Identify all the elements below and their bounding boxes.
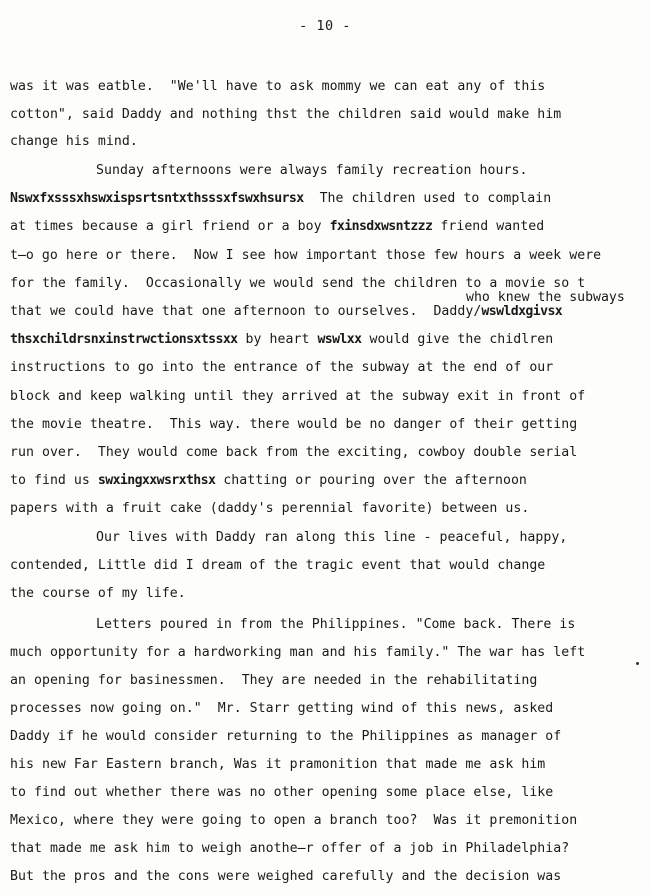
text-line: contended, Little did I dream of the tragic event that would change xyxy=(10,558,546,573)
text-line: the movie theatre. This way. there would be no danger of their getting xyxy=(10,417,578,432)
text-line: his new Far Eastern branch, Was it pramonition that made me ask him xyxy=(10,757,546,772)
page-number: - 10 - xyxy=(299,18,351,34)
text-line: the course of my life. xyxy=(10,586,186,601)
text-line: Letters poured in from the Philippines. "Come back. There is xyxy=(96,617,576,632)
struck-text: swxingxxwsrxthsx xyxy=(97,473,216,488)
text-line: cotton", said Daddy and nothing thst the children said would make him xyxy=(10,107,562,122)
text-line: t̶o go here or there. Now I see how important those few hours a week were xyxy=(10,248,602,263)
text-line: thsxchildrsnxinstrwctionsxtssxx by heart wswlxx would give the chidlren xyxy=(10,332,554,347)
handwritten-insertion: who knew the subways xyxy=(466,290,625,305)
struck-text: fxinsdxwsntzzz xyxy=(329,219,433,234)
struck-text: thsxchildrsnxinstrwctionsxtssxx xyxy=(10,332,238,347)
text-line: processes now going on." Mr. Starr getting wind of this news, asked xyxy=(10,701,554,716)
text-line: much opportunity for a hardworking man and his family." The war has left xyxy=(10,645,586,660)
struck-text: Nswxfxsssxhswxispsrtsntxthsssxfswxhsursx xyxy=(10,191,304,206)
text-line: block and keep walking until they arrived at the subway exit in front of xyxy=(10,389,586,404)
text-line: instructions to go into the entrance of the subway at the end of our xyxy=(10,360,554,375)
text-line: to find us swxingxxwsrxthsx chatting or pouring over the afternoon xyxy=(10,473,527,488)
text-line: an opening for basinessmen. They are needed in the rehabilitating xyxy=(10,673,538,688)
text-line: papers with a fruit cake (daddy's perennial favorite) between us. xyxy=(10,501,530,516)
text-line: run over. They would come back from the exciting, cowboy double serial xyxy=(10,445,578,460)
text-line: Mexico, where they were going to open a branch too? Was it premonition xyxy=(10,813,578,828)
struck-text: wswldxgivsx xyxy=(481,304,563,319)
text-line: change his mind. xyxy=(10,134,138,149)
text-line: at times because a girl friend or a boy fxinsdxwsntzzz friend wanted xyxy=(10,219,545,234)
text-line: that made me ask him to weigh anothe̶r offer of a job in Philadelphia? xyxy=(10,841,570,856)
text-line: to find out whether there was no other opening some place else, like xyxy=(10,785,554,800)
text-line: that we could have that one afternoon to ourselves. Daddy/wswldxgivsx xyxy=(10,304,563,319)
text-line: Nswxfxsssxhswxispsrtsntxthsssxfswxhsursx The children used to complain xyxy=(10,191,552,206)
text-line: Daddy if he would consider returning to the Philippines as manager of xyxy=(10,729,562,744)
text-line: Sunday afternoons were always family recreation hours. xyxy=(96,163,528,178)
text-line: But the pros and the cons were weighed carefully and the decision was xyxy=(10,869,562,884)
struck-text: wswlxx xyxy=(317,332,362,347)
stray-mark xyxy=(636,662,639,665)
text-line: was it was eatble. "We'll have to ask mommy we can eat any of this xyxy=(10,79,546,94)
text-line: for the family. Occasionally we would send the children to a movie so t xyxy=(10,276,586,291)
text-line: Our lives with Daddy ran along this line - peaceful, happy, xyxy=(96,530,568,545)
